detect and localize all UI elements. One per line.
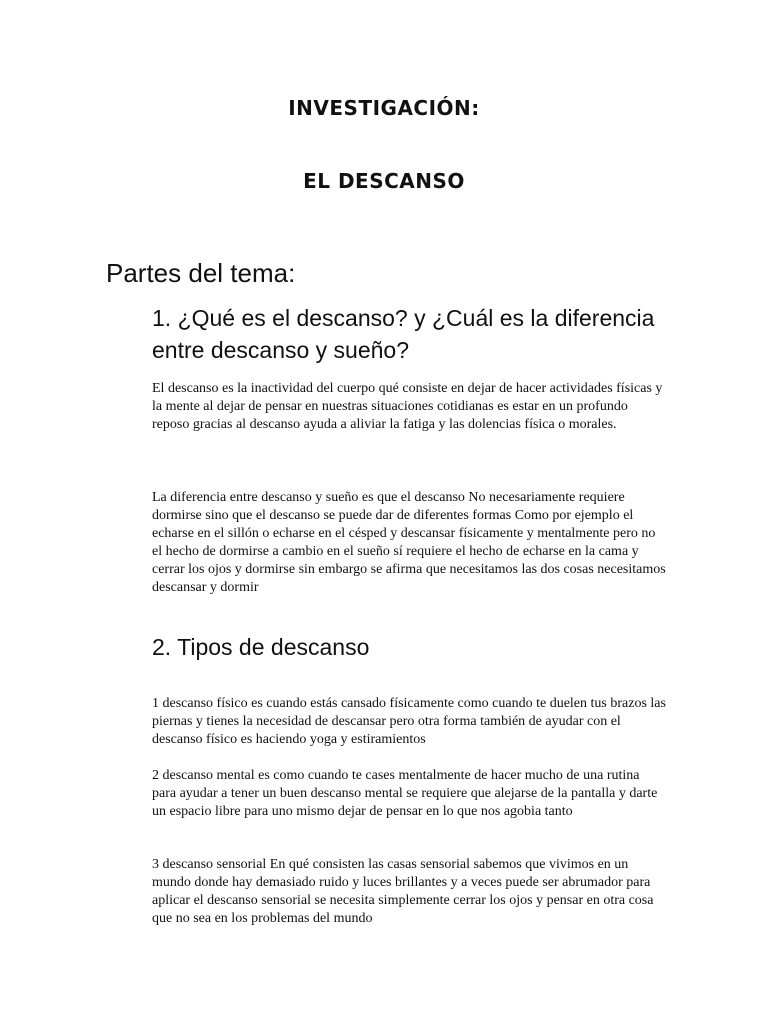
document-title: INVESTIGACIÓN: (288, 96, 480, 120)
section-heading-1: 1. ¿Qué es el descanso? y ¿Cuál es la diferencia entre descanso y sueño? (152, 305, 655, 363)
paragraph-2-2: 2 descanso mental es como cuando te cases mentalmente de hacer mucho de una rutina para ayudar a tener un buen descanso mental se requiere que alejarse de la pantalla y darte un espacio libre para uno mismo dejar de pensar en lo que nos agobia tanto (152, 768, 658, 819)
paragraph-2-3: 3 descanso sensorial En qué consisten las casas sensorial sabemos que vivimos en un mundo donde hay demasiado ruido y luces brillantes y a veces puede ser abrumador para aplicar el descanso sensorial se necesita simplemente cerrar los ojos y pensar en otra cosa que no sea en los problemas del mundo (152, 857, 654, 926)
paragraph-1-2: La diferencia entre descanso y sueño es que el descanso No necesariamente requiere dormirse sino que el descanso se puede dar de diferentes formas Como por ejemplo el echarse en el sillón o echarse en el césped y descansar físicamente y mentalmente pero no el hecho de dormirse a cambio en el sueño sí requiere el hecho de echarse en la cama y cerrar los ojos y dormirse sin embargo se afirma que necesitamos las dos cosas necesitamos descansar y dormir (152, 490, 666, 595)
section-heading-2: 2. Tipos de descanso (152, 634, 370, 660)
section-label: Partes del tema: (106, 258, 296, 288)
paragraph-1-1: El descanso es la inactividad del cuerpo qué consiste en dejar de hacer actividades físicas y la mente al dejar de pensar en nuestras situaciones cotidianas es estar en un profundo reposo gracias al descanso ayuda a aliviar la fatiga y las dolencias física o morales. (152, 381, 663, 432)
paragraph-2-1: 1 descanso físico es cuando estás cansado físicamente como cuando te duelen tus brazos las piernas y tienes la necesidad de descansar pero otra forma también de ayudar con el descanso físico es haciendo yoga y estiramientos (152, 696, 666, 747)
document-subtitle: EL DESCANSO (303, 169, 465, 193)
